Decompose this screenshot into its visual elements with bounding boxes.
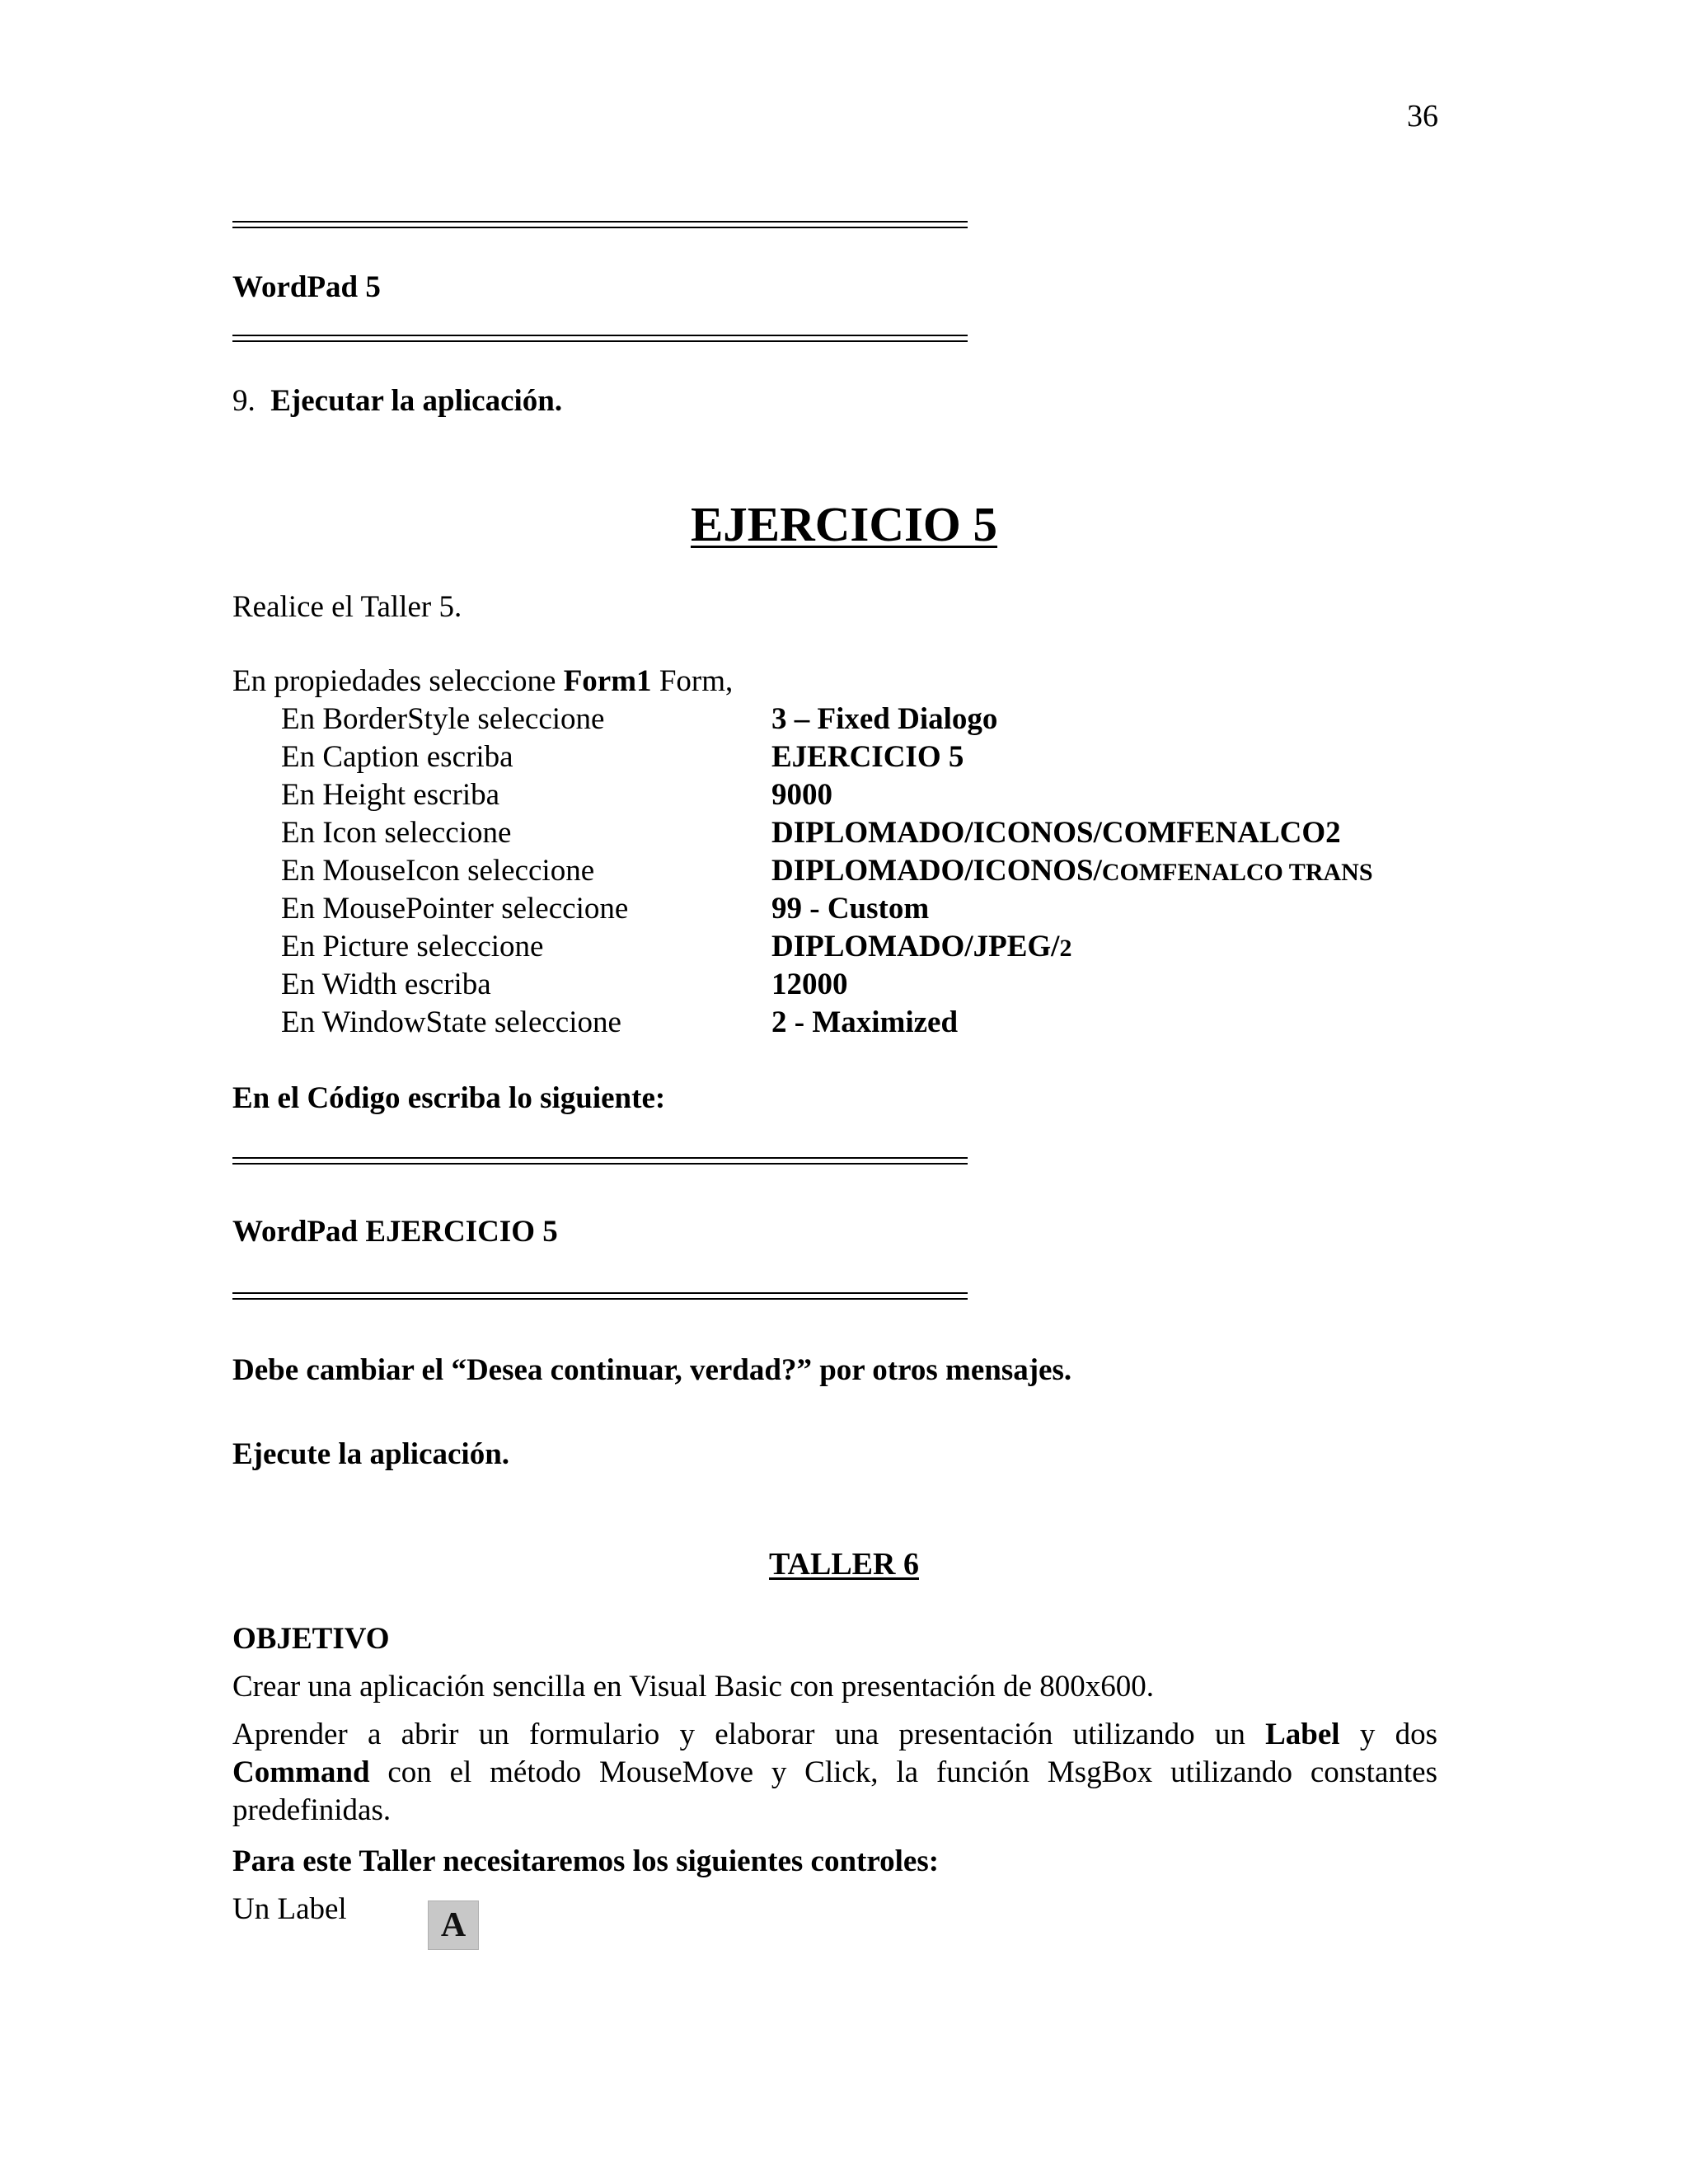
- step-text: Ejecutar la aplicación.: [270, 384, 563, 418]
- taller-title: TALLER 6: [769, 1547, 919, 1582]
- wordpad-reference: WordPad EJERCICIO 5: [232, 1215, 558, 1249]
- property-value: 2 - Maximized: [771, 1005, 959, 1039]
- step-number: 9.: [232, 384, 256, 418]
- properties-intro: [232, 664, 733, 700]
- label-control-icon: A: [428, 1900, 479, 1950]
- objective-part: y dos: [1339, 1718, 1437, 1751]
- properties-intro-suffix: Form,: [651, 664, 734, 698]
- property-value-main: DIPLOMADO/JPEG/: [771, 930, 1060, 963]
- objective-text: [232, 1718, 1437, 1753]
- property-value-main: DIPLOMADO/ICONOS/: [771, 854, 1102, 888]
- controls-heading: Para este Taller necesitaremos los siguientes controles:: [232, 1844, 940, 1878]
- separator-line: [232, 221, 968, 228]
- property-value: [771, 854, 1373, 889]
- separator-line: [232, 1292, 968, 1300]
- property-value: 12000: [771, 968, 848, 1001]
- property-value: [771, 930, 1071, 965]
- command-keyword: Command: [232, 1755, 370, 1789]
- property-value: 9000: [771, 778, 832, 812]
- objective-text: Crear una aplicación sencilla en Visual Basic con presentación de 800x600.: [232, 1670, 1155, 1704]
- run-app-instruction: Ejecute la aplicación.: [232, 1437, 510, 1471]
- property-label: En Icon seleccione: [281, 816, 512, 850]
- objective-text: predefinidas.: [232, 1793, 392, 1827]
- property-value: 99 - Custom: [771, 892, 930, 926]
- property-label: En MouseIcon seleccione: [281, 854, 595, 888]
- objective-text: [232, 1755, 1437, 1791]
- property-label: En Height escriba: [281, 778, 500, 812]
- wordpad-reference: WordPad 5: [232, 270, 381, 304]
- property-value-small: COMFENALCO TRANS: [1101, 859, 1373, 886]
- objective-part: con el método MouseMove y Click, la función MsgBox utilizando constantes: [369, 1755, 1437, 1789]
- code-heading: En el Código escriba lo siguiente:: [232, 1081, 666, 1115]
- form-name: Form1: [563, 664, 652, 698]
- objective-part: Aprender a abrir un formulario y elaborar una presentación utilizando un: [232, 1718, 1266, 1751]
- label-keyword: Label: [1265, 1718, 1340, 1751]
- property-label: En Caption escriba: [281, 740, 513, 774]
- step-9: [232, 384, 562, 419]
- property-label: En MousePointer seleccione: [281, 892, 629, 926]
- page-number: 36: [1407, 99, 1438, 134]
- intro-text: Realice el Taller 5.: [232, 590, 462, 624]
- property-label: En Picture seleccione: [281, 930, 544, 963]
- separator-line: [232, 1157, 968, 1165]
- exercise-title: EJERCICIO 5: [690, 497, 998, 551]
- property-label: En WindowState seleccione: [281, 1005, 621, 1039]
- label-control-text: Un Label: [232, 1892, 347, 1926]
- property-label: En Width escriba: [281, 968, 491, 1001]
- separator-line: [232, 335, 968, 342]
- properties-intro-prefix: En propiedades seleccione: [232, 664, 564, 698]
- property-value: DIPLOMADO/ICONOS/COMFENALCO2: [771, 816, 1341, 850]
- property-value: 3 – Fixed Dialogo: [771, 702, 998, 736]
- change-note: Debe cambiar el “Desea continuar, verdad?” por otros mensajes.: [232, 1353, 1072, 1387]
- property-value: EJERCICIO 5: [771, 740, 964, 774]
- property-label: En BorderStyle seleccione: [281, 702, 605, 736]
- objective-heading: OBJETIVO: [232, 1622, 390, 1656]
- property-value-small: 2: [1059, 935, 1072, 962]
